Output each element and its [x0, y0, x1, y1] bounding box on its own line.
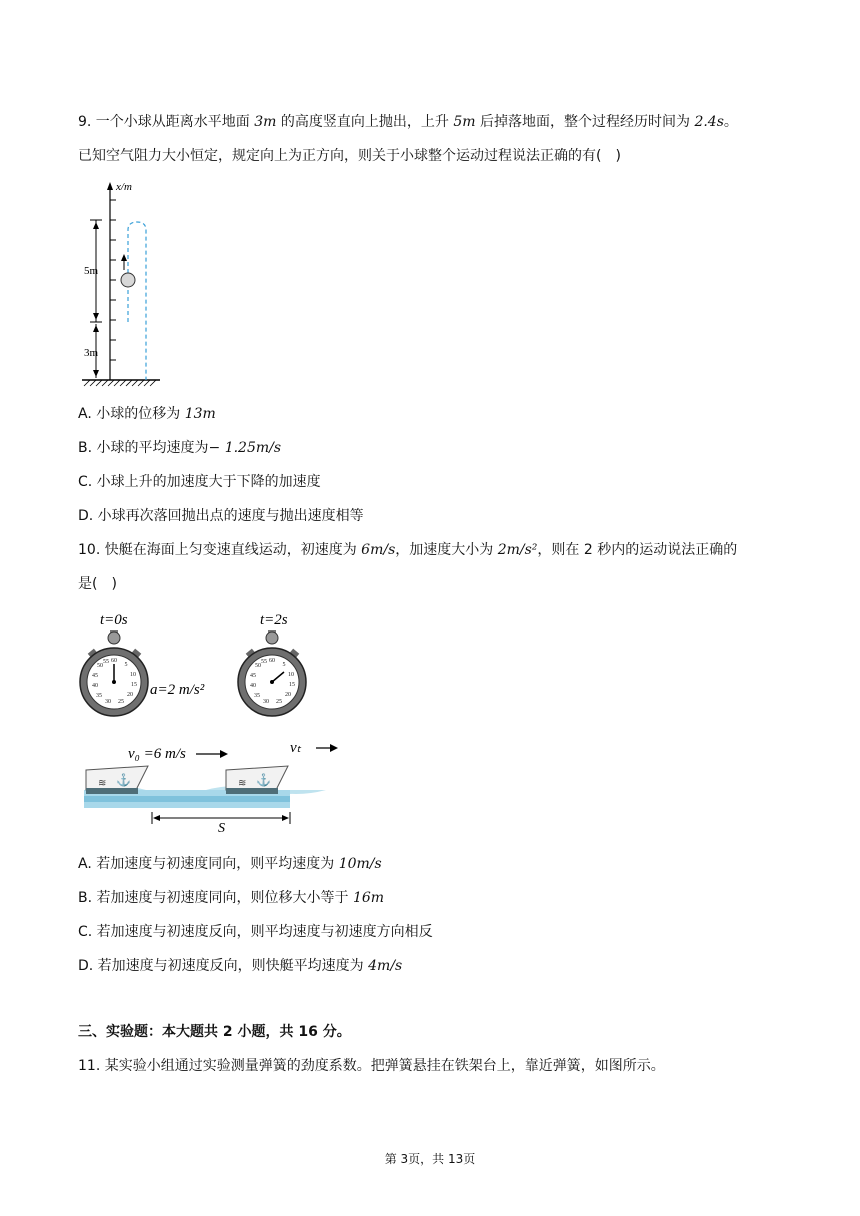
svg-text:15: 15 — [289, 682, 295, 688]
svg-text:60: 60 — [269, 658, 275, 664]
q10-option-c[interactable] — [78, 922, 433, 942]
q10-initial-velocity: 6m/s — [361, 542, 396, 558]
q9-option-a[interactable] — [78, 404, 216, 424]
q10-option-b[interactable] — [78, 888, 384, 908]
q9-text: 9. 一个小球从距离水平地面 — [78, 114, 255, 130]
svg-text:30: 30 — [105, 699, 111, 705]
stopwatch-icon — [80, 630, 148, 716]
svg-text:5: 5 — [124, 662, 128, 668]
q10-acceleration: 2m/s² — [497, 542, 538, 558]
q9-figure — [76, 178, 186, 388]
q10-option-a[interactable] — [78, 854, 382, 874]
svg-text:⚓: ⚓ — [256, 773, 271, 787]
svg-text:40: 40 — [250, 683, 256, 689]
q10-text: 10. 快艇在海面上匀变速直线运动，初速度为 — [78, 542, 362, 558]
option-label: A. 小球的位移为 — [78, 406, 185, 422]
svg-text:50: 50 — [255, 663, 261, 669]
v0-label: v₀ =6 m/s — [128, 746, 186, 762]
svg-text:45: 45 — [250, 673, 256, 679]
section-title: 三、实验题：本大题共 2 小题，共 16 分。 — [78, 1024, 351, 1040]
svg-text:60: 60 — [111, 658, 117, 664]
svg-text:55: 55 — [103, 659, 109, 665]
svg-text:25: 25 — [276, 699, 282, 705]
option-math: 4m/s — [368, 958, 403, 974]
speedboat-icon — [226, 766, 288, 794]
q10-option-d[interactable] — [78, 956, 402, 976]
svg-text:5: 5 — [282, 662, 286, 668]
q9-stem-line2: 已知空气阻力大小恒定，规定向上为正方向，则关于小球整个运动过程说法正确的有( ) — [78, 148, 621, 164]
q9-option-b[interactable] — [78, 438, 281, 458]
svg-text:50: 50 — [97, 663, 103, 669]
option-label: C. 若加速度与初速度反向，则平均速度与初速度方向相反 — [78, 924, 433, 940]
option-label: D. 小球再次落回抛出点的速度与抛出速度相等 — [78, 508, 364, 524]
vt-label: vₜ — [290, 740, 302, 756]
svg-text:25: 25 — [118, 699, 124, 705]
svg-text:45: 45 — [92, 673, 98, 679]
svg-text:35: 35 — [254, 693, 260, 699]
q9-text: 的高度竖直向上抛出，上升 — [276, 114, 454, 130]
q9-text: 后掉落地面，整个过程经历时间为 — [475, 114, 695, 130]
q9-axis-label: x/m — [116, 181, 132, 193]
q9-option-c[interactable] — [78, 472, 321, 492]
q9-stem-line1 — [78, 112, 738, 132]
option-math: 10m/s — [338, 856, 382, 872]
stopwatch-icon — [238, 630, 306, 716]
option-label: B. 若加速度与初速度同向，则位移大小等于 — [78, 890, 353, 906]
svg-text:20: 20 — [127, 692, 133, 698]
svg-text:35: 35 — [96, 693, 102, 699]
option-math: 16m — [352, 890, 385, 906]
svg-text:10: 10 — [288, 672, 294, 678]
q9-height-3m: 3m — [254, 114, 277, 130]
q9-height-5m: 5m — [453, 114, 476, 130]
q9-text: 。 — [723, 114, 738, 130]
displacement-label: S — [218, 821, 225, 834]
svg-text:30: 30 — [263, 699, 269, 705]
q9-label-3m: 3m — [84, 347, 99, 359]
acceleration-label: a=2 m/s² — [150, 682, 205, 698]
svg-text:≋: ≋ — [98, 778, 107, 789]
option-label: C. 小球上升的加速度大于下降的加速度 — [78, 474, 321, 490]
option-math: − 1.25m/s — [208, 440, 282, 456]
q9-label-5m: 5m — [84, 265, 99, 277]
option-label: D. 若加速度与初速度反向，则快艇平均速度为 — [78, 958, 369, 974]
svg-text:⚓: ⚓ — [116, 773, 131, 787]
svg-text:≋: ≋ — [238, 778, 247, 789]
svg-text:40: 40 — [92, 683, 98, 689]
q9-option-d[interactable] — [78, 506, 364, 526]
ball-icon — [121, 273, 135, 287]
option-label: A. 若加速度与初速度同向，则平均速度为 — [78, 856, 339, 872]
q10-figure — [76, 606, 356, 834]
q10-stem-line1 — [78, 540, 737, 560]
svg-text:15: 15 — [131, 682, 137, 688]
q10-text: ，加速度大小为 — [395, 542, 498, 558]
svg-text:55: 55 — [261, 659, 267, 665]
q11-stem: 11. 某实验小组通过实验测量弹簧的劲度系数。把弹簧悬挂在铁架台上，靠近弹簧，如图所示。 — [78, 1058, 665, 1074]
svg-text:20: 20 — [285, 692, 291, 698]
stopwatch-label-t2: t=2s — [260, 612, 288, 628]
option-math: 13m — [184, 406, 216, 422]
stopwatch-label-t0: t=0s — [100, 612, 128, 628]
q10-text: ，则在 2 秒内的运动说法正确的 — [537, 542, 738, 558]
q10-stem-line2: 是( ) — [78, 576, 117, 592]
page-footer: 第 3页，共 13页 — [384, 1152, 476, 1166]
option-label: B. 小球的平均速度为 — [78, 440, 209, 456]
svg-text:10: 10 — [130, 672, 136, 678]
q9-time: 2.4s — [694, 114, 724, 130]
